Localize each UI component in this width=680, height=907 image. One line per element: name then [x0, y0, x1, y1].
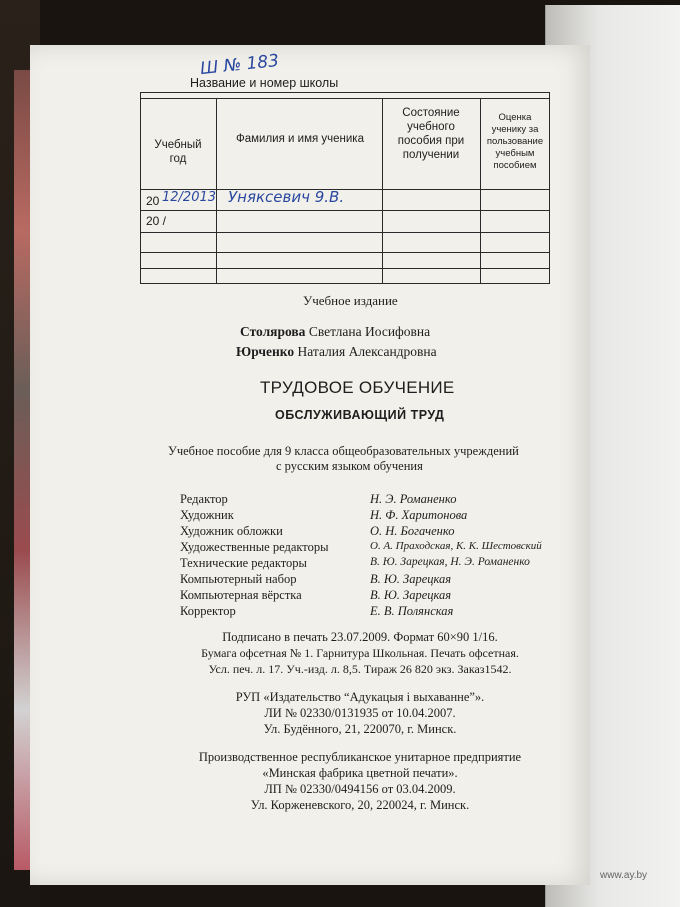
row2-year: 20 /: [146, 214, 167, 228]
credit-row: [180, 556, 530, 571]
school-label: Название и номер школы: [190, 76, 339, 90]
row1-year: 20: [146, 194, 160, 208]
credit-name: О. Н. Богаченко: [370, 524, 455, 538]
credit-row: [180, 540, 542, 555]
book-title: ТРУДОВОЕ ОБУЧЕНИЕ: [260, 378, 455, 397]
author-2: [236, 344, 437, 360]
watermark: www.ay.by: [600, 870, 648, 881]
credit-role: Художник обложки: [180, 524, 283, 538]
header-year: Учебный год: [154, 139, 202, 165]
credit-name: О. А. Праходская, К. К. Шестовский: [370, 540, 542, 552]
edition-type: Учебное издание: [303, 293, 398, 308]
author-1-surname: Столярова: [240, 324, 306, 339]
printer-line: Ул. Корженевского, 20, 220024, г. Минск.: [250, 798, 470, 812]
row1-name-handwritten: Уняксевич 9.В.: [228, 188, 345, 206]
header-condition: Состояние учебного пособия при получении: [397, 107, 465, 161]
credit-row: [180, 588, 452, 603]
author-2-surname: Юрченко: [236, 344, 295, 359]
author-2-names: Наталия Александровна: [297, 344, 437, 359]
credit-role: Технические редакторы: [180, 556, 307, 570]
credit-name: В. Ю. Зарецкая: [370, 588, 452, 602]
credit-row: [180, 524, 455, 539]
publisher-line: ЛИ № 02330/0131935 от 10.04.2007.: [264, 706, 456, 720]
credit-role: Компьютерный набор: [180, 572, 297, 586]
credit-row: [180, 572, 452, 587]
credit-name: Н. Э. Романенко: [370, 492, 457, 506]
print-info-line: Усл. печ. л. 17. Уч.-изд. л. 8,5. Тираж 26 820 экз. Заказ1542.: [208, 662, 512, 676]
book-subtitle: ОБСЛУЖИВАЮЩИЙ ТРУД: [275, 408, 445, 422]
publisher-line: Ул. Будённого, 21, 220070, г. Минск.: [263, 722, 457, 736]
textbook-usage-table: [140, 92, 550, 284]
row1-year-handwritten: 12/2013: [162, 190, 217, 205]
printer-line: «Минская фабрика цветной печати».: [262, 766, 458, 780]
author-1-names: Светлана Иосифовна: [308, 324, 431, 339]
credit-row: [180, 604, 454, 619]
credit-role: Компьютерная вёрстка: [180, 588, 302, 602]
header-student-name: Фамилия и имя ученика: [236, 133, 364, 145]
credit-name: В. Ю. Зарецкая, Н. Э. Романенко: [370, 556, 530, 568]
credit-role: Редактор: [180, 492, 228, 506]
printer-line: Производственное республиканское унитарное предприятие: [198, 750, 522, 764]
print-info-line: Подписано в печать 23.07.2009. Формат 60×90 1/16.: [222, 630, 498, 644]
description-line-2: с русским языком обучения: [276, 459, 423, 473]
header-grade: Оценка ученику за пользование учебным пособием: [486, 112, 544, 171]
credit-role: Корректор: [180, 604, 236, 618]
credit-name: Н. Ф. Харитонова: [370, 508, 468, 522]
credit-row: [180, 492, 457, 507]
author-1: [240, 324, 430, 340]
print-info-line: Бумага офсетная № 1. Гарнитура Школьная. Печать офсетная.: [201, 646, 519, 660]
credit-name: В. Ю. Зарецкая: [370, 572, 452, 586]
description-line-1: Учебное пособие для 9 класса общеобразовательных учреждений: [168, 444, 519, 458]
credit-role: Художественные редакторы: [180, 540, 329, 554]
publisher-line: РУП «Издательство “Адукацыя і выхаванне”».: [235, 690, 485, 704]
credit-name: Е. В. Полянская: [370, 604, 454, 618]
credit-row: [180, 508, 468, 523]
credit-role: Художник: [180, 508, 234, 522]
printer-line: ЛП № 02330/0494156 от 03.04.2009.: [264, 782, 456, 796]
library-stamp: Ш № 183: [199, 50, 280, 80]
